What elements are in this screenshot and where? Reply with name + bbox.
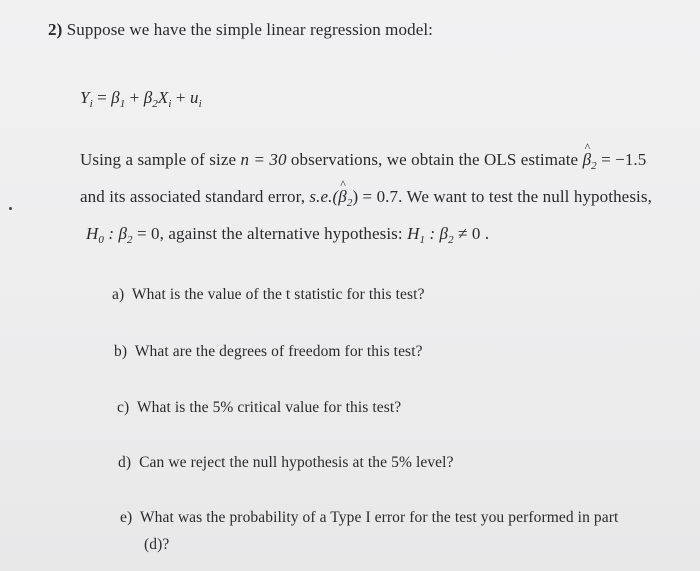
paragraph-line-2 bbox=[80, 187, 652, 207]
model-beta1: β bbox=[111, 88, 120, 107]
p1-beta-sub: 2 bbox=[591, 160, 597, 172]
question-c bbox=[117, 399, 401, 417]
model-beta2-sub: 2 bbox=[152, 98, 158, 110]
h0-beta: : β bbox=[108, 224, 128, 243]
model-beta2: β bbox=[143, 88, 153, 107]
p1-text-a: Using a sample of size bbox=[80, 150, 237, 169]
h0-value: = 0 bbox=[137, 224, 160, 243]
h0-symbol: H bbox=[86, 224, 99, 243]
p2-se-value: ) = 0.7 bbox=[352, 187, 399, 206]
model-eq: = bbox=[97, 88, 107, 107]
problem-number: 2) bbox=[48, 20, 63, 39]
model-plus1: + bbox=[129, 88, 140, 107]
question-text: What was the probability of a Type I error for the test you performed in part bbox=[139, 509, 619, 526]
model-x-sub: i bbox=[168, 98, 172, 110]
question-label: d) bbox=[118, 454, 132, 471]
p1-n-value: = 30 bbox=[253, 150, 287, 169]
h0-beta-sub: 2 bbox=[127, 234, 133, 246]
model-y: Y bbox=[80, 88, 90, 107]
p1-text-b: observations, we obtain the OLS estimate bbox=[290, 150, 579, 169]
p2-beta-hat: ^ β bbox=[338, 187, 347, 207]
question-e-continuation bbox=[144, 536, 169, 554]
p2-text-a: and its associated standard error, bbox=[80, 187, 306, 206]
h1-beta: : β bbox=[429, 224, 449, 243]
model-x: X bbox=[157, 88, 169, 107]
h1-value: ≠ 0 . bbox=[458, 224, 490, 243]
h1-sub: 1 bbox=[419, 234, 426, 246]
question-label: e) bbox=[120, 509, 133, 526]
p2-se-label: s.e.( bbox=[309, 187, 339, 206]
question-label: a) bbox=[112, 286, 125, 303]
stray-mark bbox=[9, 207, 12, 210]
model-beta1-sub: 1 bbox=[119, 98, 126, 110]
p1-beta-hat: ^ β bbox=[583, 150, 592, 170]
problem-heading bbox=[48, 20, 433, 40]
p1-estimate-value: = −1.5 bbox=[601, 150, 647, 169]
paragraph-line-1 bbox=[80, 150, 646, 170]
model-y-sub: i bbox=[89, 98, 93, 110]
regression-model bbox=[80, 88, 202, 108]
question-b bbox=[114, 343, 423, 361]
model-plus2: + bbox=[175, 88, 186, 107]
question-e bbox=[120, 509, 618, 527]
model-u: u bbox=[189, 88, 199, 107]
question-label: c) bbox=[117, 399, 130, 416]
h1-beta-sub: 2 bbox=[448, 234, 454, 246]
p2-text-b: . We want to test the null hypothesis, bbox=[398, 187, 652, 206]
paragraph-line-3 bbox=[86, 224, 489, 244]
question-text-cont: (d)? bbox=[144, 536, 170, 553]
p1-n-symbol: n bbox=[240, 150, 250, 169]
h0-sub: 0 bbox=[98, 234, 104, 246]
question-label: b) bbox=[114, 343, 128, 360]
question-text: What are the degrees of freedom for this test? bbox=[134, 343, 423, 360]
p2-beta-sub: 2 bbox=[346, 197, 353, 209]
question-d bbox=[118, 454, 454, 472]
question-a bbox=[112, 286, 425, 304]
p3-text-mid: , against the alternative hypothesis: bbox=[159, 224, 403, 243]
question-text: What is the value of the t statistic for this test? bbox=[131, 286, 425, 303]
question-text: What is the 5% critical value for this test? bbox=[136, 399, 402, 416]
question-text: Can we reject the null hypothesis at the 5% level? bbox=[139, 454, 454, 471]
h1-symbol: H bbox=[407, 224, 420, 243]
model-u-sub: i bbox=[198, 98, 202, 110]
problem-intro: Suppose we have the simple linear regression model: bbox=[66, 20, 433, 39]
